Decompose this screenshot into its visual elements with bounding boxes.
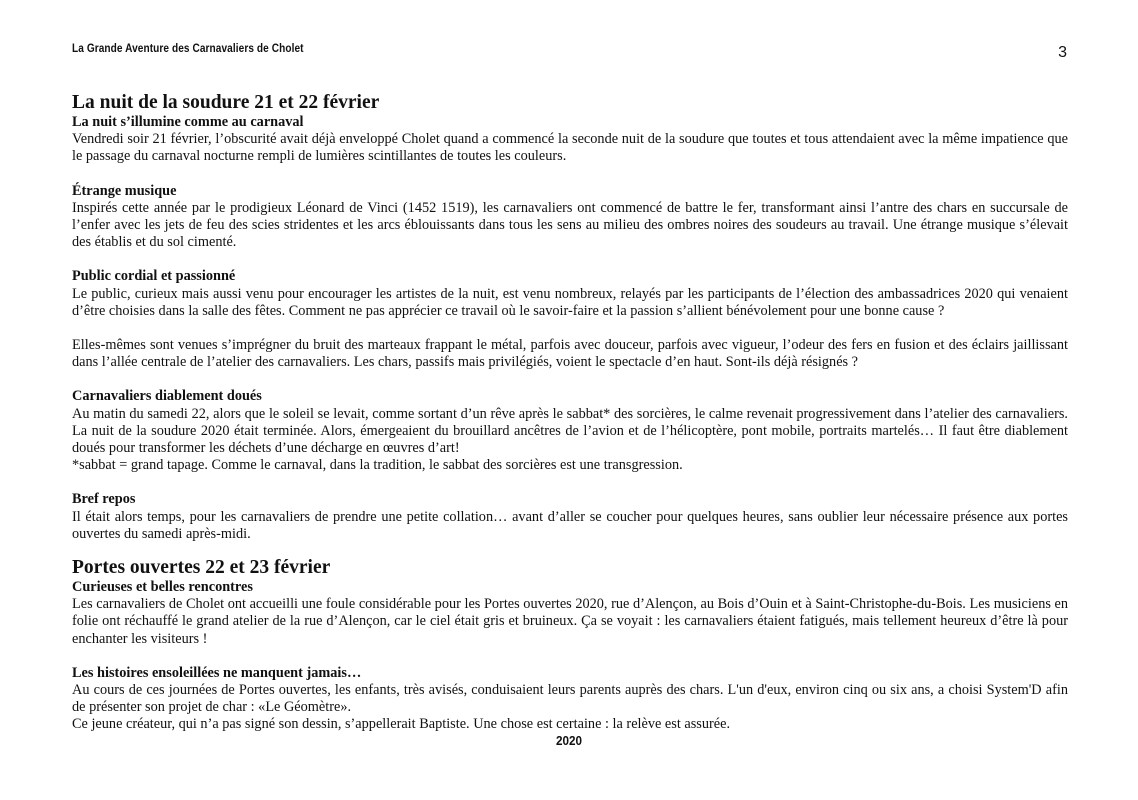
section-heading: Curieuses et belles rencontres (72, 579, 253, 596)
page-number: 3 (1058, 44, 1067, 61)
section-heading: Bref repos (72, 491, 136, 508)
paragraph: Vendredi soir 21 février, l’obscurité avait déjà enveloppé Cholet quand a commencé la seconde nuit de la soudure que toutes et tous attendaient avec la même impatience que le passage du carnaval nocturne rempli de lumières scintillantes de toutes les couleurs. (72, 131, 1068, 165)
paragraph: Le public, curieux mais aussi venu pour encourager les artistes de la nuit, est venu nombreux, relayés par les participants de l’élection des ambassadrices 2020 qui venaient d’être choisies dans la salle des fêtes. Comment ne pas apprécier ce travail où le savoir-faire et la passion s’allient bénévolement pour une bonne cause ? (72, 285, 1068, 319)
paragraph: Ce jeune créateur, qui n’a pas signé son dessin, s’appellerait Baptiste. Une chose est certaine : la relève est assurée. (72, 716, 731, 733)
section-heading: Carnavaliers diablement doués (72, 388, 262, 405)
section-heading: La nuit s’illumine comme au carnaval (72, 114, 304, 130)
paragraph: Au matin du samedi 22, alors que le soleil se levait, comme sortant d’un rêve après le sabbat* des sorcières, le calme revenait progressivement dans l’atelier des carnavaliers. La nuit de la soudure 2020 était terminée. Alors, émergeaient du brouillard ancêtres de l’avion et de l’hélicoptère, pont mobile, portraits martelés… Il faut être diablement doués pour transformer les déchets d’une décharge en œuvres d’art! (72, 405, 1068, 457)
section-heading: Public cordial et passionné (72, 268, 236, 285)
section-heading: Les histoires ensoleillées ne manquent jamais… (72, 664, 362, 681)
paragraph: Au cours de ces journées de Portes ouvertes, les enfants, très avisés, conduisaient leurs parents auprès des chars. L'un d'eux, environ cinq ou six ans, a choisi System'D afin de présenter son projet de char : «Le Géomètre». (72, 682, 1068, 716)
paragraph: Il était alors temps, pour les carnavaliers de prendre une petite collation… avant d’aller se coucher pour quelques heures, sans oublier leur nécessaire présence aux portes ouvertes du samedi après-midi. (72, 508, 1068, 542)
section-heading: Étrange musique (72, 182, 177, 199)
article-title-nuit-soudure: La nuit de la soudure 21 et 22 février (72, 92, 380, 113)
paragraph: Les carnavaliers de Cholet ont accueilli une foule considérable pour les Portes ouvertes 2020, rue d’Alençon, au Bois d’Ouin et à Saint-Christophe-du-Bois. Les musiciens en folie ont réchauffé le grand atelier de la rue d’Alençon, car le ciel était gris et bruineux. Ça se voyait : les carnavaliers étaient fatigués, mais tellement heureux d’être là pour enchanter les visiteurs ! (72, 596, 1068, 647)
document-body (72, 92, 1068, 734)
footnote: *sabbat = grand tapage. Comme le carnaval, dans la tradition, le sabbat des sorcières est une transgression. (72, 457, 683, 474)
footer-year: 2020 (555, 733, 583, 748)
paragraph: Elles-mêmes sont venues s’imprégner du bruit des marteaux frappant le métal, parfois avec douceur, parfois avec vigueur, l’odeur des fers en fusion et des éclairs jaillissant dans l’allée centrale de l’atelier des carnavaliers. Les chars, passifs mais privilégiés, voient le spectacle d’en haut. Sont-ils déjà résignés ? (72, 337, 1068, 371)
paragraph: Inspirés cette année par le prodigieux Léonard de Vinci (1452 1519), les carnavaliers ont commencé de battre le fer, transformant ainsi l’antre des chars en succursale de l’enfer avec les jets de feu des scies stridentes et les arcs éblouissants dans tous les sens au milieu des ombres noires des soudeurs au travail. Une étrange musique s’élevait des établis et du sol cimenté. (72, 199, 1068, 251)
running-header-title: La Grande Aventure des Carnavaliers de Cholet (72, 41, 304, 55)
article-title-portes-ouvertes: Portes ouvertes 22 et 23 février (72, 557, 331, 579)
